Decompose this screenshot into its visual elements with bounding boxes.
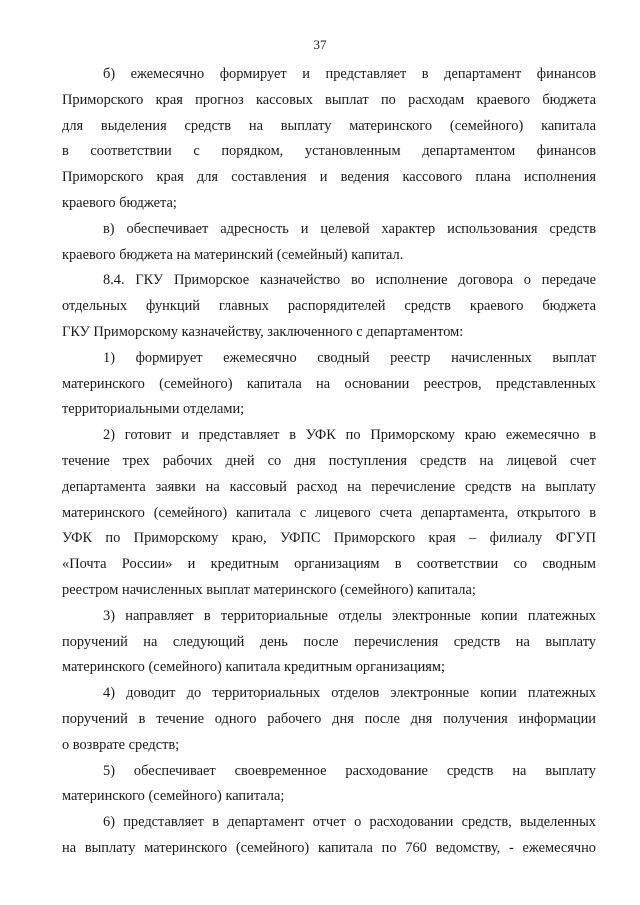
text-line: территориальными отделами; (62, 401, 245, 418)
paragraph (62, 217, 596, 269)
text-line: реестром начисленных выплат материнского (семейного) капитала; (62, 581, 476, 598)
paragraph (62, 268, 596, 345)
text-line: поручений на следующий день после перечисления средств на выплату (62, 633, 596, 650)
text-line: Приморского края для составления и ведения кассового плана исполнения (62, 169, 596, 186)
text-line: материнского (семейного) капитала; (62, 788, 285, 805)
text-line: отдельных функций главных распорядителей средств краевого бюджета (62, 298, 596, 315)
paragraph (62, 759, 596, 811)
text-line: 5) обеспечивает своевременное расходование средств на выплату (103, 762, 596, 779)
text-line: материнского (семейного) капитала на основании реестров, представленных (62, 375, 596, 392)
text-line: краевого бюджета; (62, 194, 177, 211)
document-body (62, 62, 596, 862)
paragraph (62, 604, 596, 681)
text-line: «Почта России» и кредитным организациям в соответствии со сводным (62, 556, 596, 573)
text-line: о возврате средств; (62, 736, 180, 753)
text-line: 2) готовит и представляет в УФК по Приморскому краю ежемесячно в (103, 427, 596, 444)
text-line: материнского (семейного) капитала кредитным организациям; (62, 659, 446, 676)
text-line: для выделения средств на выплату материнского (семейного) капитала (62, 117, 596, 134)
paragraph (62, 346, 596, 423)
text-line: краевого бюджета на материнский (семейный) капитал. (62, 246, 404, 263)
text-line: 8.4. ГКУ Приморское казначейство во исполнение договора о передаче (103, 272, 596, 289)
text-line: в) обеспечивает адресность и целевой характер использования средств (103, 220, 596, 237)
text-line: поручений в течение одного рабочего дня после дня получения информации (62, 710, 596, 727)
text-line: 6) представляет в департамент отчет о расходовании средств, выделенных (103, 814, 596, 831)
text-line: б) ежемесячно формирует и представляет в департамент финансов (103, 66, 596, 82)
text-line: на выплату материнского (семейного) капитала по 760 ведомству, - ежемесячно (62, 839, 596, 856)
text-line: УФК по Приморскому краю, УФПС Приморского края – филиалу ФГУП (62, 530, 596, 547)
text-line: течение трех рабочих дней со дня поступления средств на лицевой счет (62, 452, 596, 469)
text-line: ГКУ Приморскому казначейству, заключенного с департаментом: (62, 323, 464, 340)
text-line: 4) доводит до территориальных отделов электронные копии платежных (103, 685, 596, 702)
page-number: 37 (313, 37, 327, 52)
paragraph (62, 423, 596, 604)
text-line: материнского (семейного) капитала с лицевого счета департамента, открытого в (62, 504, 596, 521)
paragraph (62, 810, 596, 862)
text-line: 1) формирует ежемесячно сводный реестр начисленных выплат (103, 349, 596, 366)
text-line: департамента заявки на кассовый расход на перечисление средств на выплату (62, 478, 596, 495)
text-line: в соответствии с порядком, установленным департаментом финансов (62, 143, 596, 160)
paragraph (62, 681, 596, 758)
text-line: Приморского края прогноз кассовых выплат по расходам краевого бюджета (62, 91, 596, 108)
paragraph (62, 62, 596, 217)
text-line: 3) направляет в территориальные отделы электронные копии платежных (103, 607, 596, 624)
